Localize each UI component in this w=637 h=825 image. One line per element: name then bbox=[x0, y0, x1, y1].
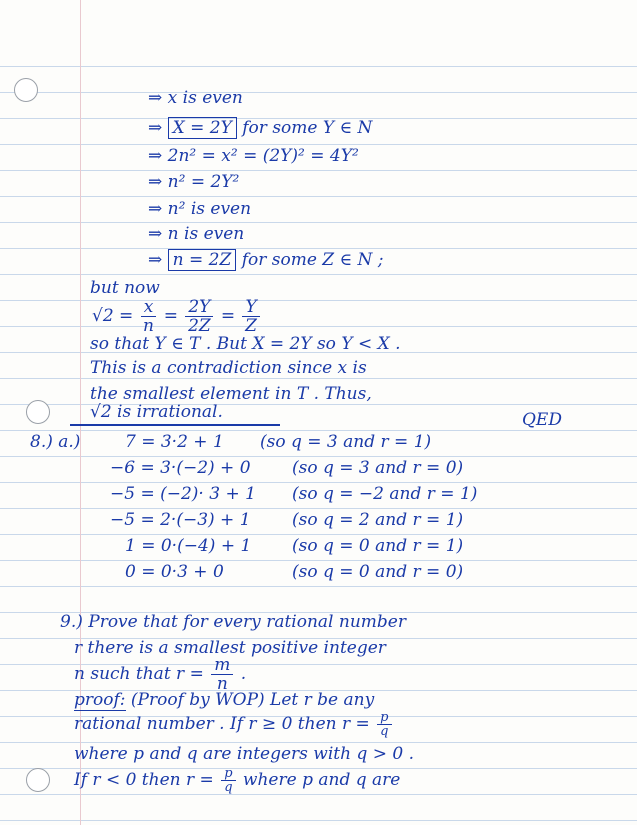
problem-9-line-3 bbox=[74, 656, 246, 693]
sqrt2-equation bbox=[92, 298, 262, 335]
problem-9-line-7-text: If r < 0 then r = bbox=[74, 770, 214, 790]
fraction-numerator: Y bbox=[242, 298, 259, 317]
fraction-m-over-n bbox=[211, 656, 233, 693]
ruled-line bbox=[0, 560, 637, 561]
ruled-line bbox=[0, 248, 637, 249]
ruled-line bbox=[0, 742, 637, 743]
period: . bbox=[240, 664, 247, 684]
binder-hole bbox=[26, 768, 50, 792]
ruled-line bbox=[0, 456, 637, 457]
boxed-n-equals-2z: n = 2Z bbox=[168, 249, 237, 271]
line-x-even: ⇒ x is even bbox=[148, 88, 243, 108]
problem-9-line-5-text: rational number . If r ≥ 0 then r = bbox=[74, 714, 370, 734]
fraction-x-over-n bbox=[141, 298, 157, 335]
fraction-numerator: x bbox=[141, 298, 157, 317]
p8-row-6-lhs: 0 = 0·3 + 0 bbox=[125, 562, 224, 582]
ruled-line bbox=[0, 430, 637, 431]
ruled-line bbox=[0, 144, 637, 145]
p8-row-5-lhs: 1 = 0·(−4) + 1 bbox=[125, 536, 252, 556]
fraction-denominator: Z bbox=[245, 316, 257, 336]
fraction-y-over-z bbox=[242, 298, 259, 335]
contradiction-line-1: This is a contradiction since x is bbox=[90, 358, 367, 378]
binder-hole bbox=[26, 400, 50, 424]
line-x-2y-tail: for some Y ∈ N bbox=[242, 118, 373, 138]
ruled-line bbox=[0, 170, 637, 171]
fraction-numerator: p bbox=[221, 767, 235, 781]
p8-row-5-note: (so q = 0 and r = 1) bbox=[292, 536, 464, 556]
p8-row-2-note: (so q = 3 and r = 0) bbox=[292, 458, 464, 478]
fraction-denominator: q bbox=[224, 780, 233, 795]
sqrt2-lhs: √2 = bbox=[92, 306, 134, 326]
ruled-line bbox=[0, 820, 637, 821]
p8-row-6-note: (so q = 0 and r = 0) bbox=[292, 562, 464, 582]
problem-9-line-7 bbox=[74, 762, 400, 798]
problem-9-line-6: where p and q are integers with q > 0 . bbox=[74, 744, 415, 764]
p8-row-1-lhs: 7 = 3·2 + 1 bbox=[125, 432, 224, 452]
boxed-x-equals-2y: X = 2Y bbox=[168, 117, 237, 139]
problem-9-line-5 bbox=[74, 706, 394, 742]
line-n-2z-tail: for some Z ∈ N ; bbox=[241, 250, 384, 270]
equals-sign: = bbox=[220, 306, 236, 326]
problem-8-label: 8.) a.) bbox=[30, 432, 81, 452]
fraction-denominator: q bbox=[380, 724, 389, 739]
ruled-line bbox=[0, 274, 637, 275]
problem-9-line-2: r there is a smallest positive integer bbox=[74, 638, 386, 658]
p8-row-3-note: (so q = −2 and r = 1) bbox=[292, 484, 478, 504]
implies-arrow: ⇒ bbox=[148, 250, 163, 270]
fraction-denominator: n bbox=[216, 674, 228, 694]
p8-row-4-note: (so q = 2 and r = 1) bbox=[292, 510, 464, 530]
contradiction-line-2: the smallest element in T . Thus, bbox=[90, 384, 372, 404]
p8-row-2-lhs: −6 = 3·(−2) + 0 bbox=[110, 458, 251, 478]
proof-label: proof: bbox=[74, 690, 126, 710]
implies-arrow: ⇒ bbox=[148, 118, 163, 138]
proof-intro: (Proof by WOP) Let r be any bbox=[130, 690, 375, 710]
p8-row-1-note: (so q = 3 and r = 1) bbox=[260, 432, 432, 452]
ruled-line bbox=[0, 482, 637, 483]
line-n2-even: ⇒ n² is even bbox=[148, 199, 252, 219]
ruled-line bbox=[0, 508, 637, 509]
ruled-line bbox=[0, 196, 637, 197]
problem-9-line-7-tail: where p and q are bbox=[242, 770, 401, 790]
fraction-numerator: m bbox=[211, 656, 233, 675]
section-divider bbox=[70, 424, 280, 426]
line-n-even: ⇒ n is even bbox=[148, 224, 245, 244]
problem-9-line-3-text: n such that r = bbox=[74, 664, 204, 684]
fraction-numerator: 2Y bbox=[185, 298, 213, 317]
fraction-denominator: 2Z bbox=[188, 316, 211, 336]
qed-mark: QED bbox=[522, 410, 562, 430]
fraction-p-over-q bbox=[221, 767, 235, 794]
fraction-numerator: p bbox=[377, 711, 391, 725]
so-that-line: so that Y ∈ T . But X = 2Y so Y < X . bbox=[90, 334, 401, 354]
line-n2-2y2: ⇒ n² = 2Y² bbox=[148, 172, 240, 192]
ruled-line bbox=[0, 586, 637, 587]
p8-row-4-lhs: −5 = 2·(−3) + 1 bbox=[110, 510, 251, 530]
fraction-denominator: n bbox=[143, 316, 154, 336]
ruled-line bbox=[0, 222, 637, 223]
p8-row-3-lhs: −5 = (−2)· 3 + 1 bbox=[110, 484, 256, 504]
irrational-line: √2 is irrational. bbox=[90, 402, 223, 422]
line-x-2y bbox=[148, 118, 372, 138]
problem-9-line-1: 9.) Prove that for every rational number bbox=[60, 612, 406, 632]
line-n-2z bbox=[148, 250, 384, 270]
ruled-line bbox=[0, 534, 637, 535]
but-now: but now bbox=[90, 278, 160, 298]
line-2n2: ⇒ 2n² = x² = (2Y)² = 4Y² bbox=[148, 146, 359, 166]
fraction-2y-over-2z bbox=[185, 298, 213, 335]
fraction-p-over-q bbox=[377, 711, 391, 738]
equals-sign: = bbox=[163, 306, 178, 326]
binder-hole bbox=[14, 78, 38, 102]
ruled-line bbox=[0, 66, 637, 67]
ruled-line bbox=[0, 92, 637, 93]
ruled-line bbox=[0, 378, 637, 379]
